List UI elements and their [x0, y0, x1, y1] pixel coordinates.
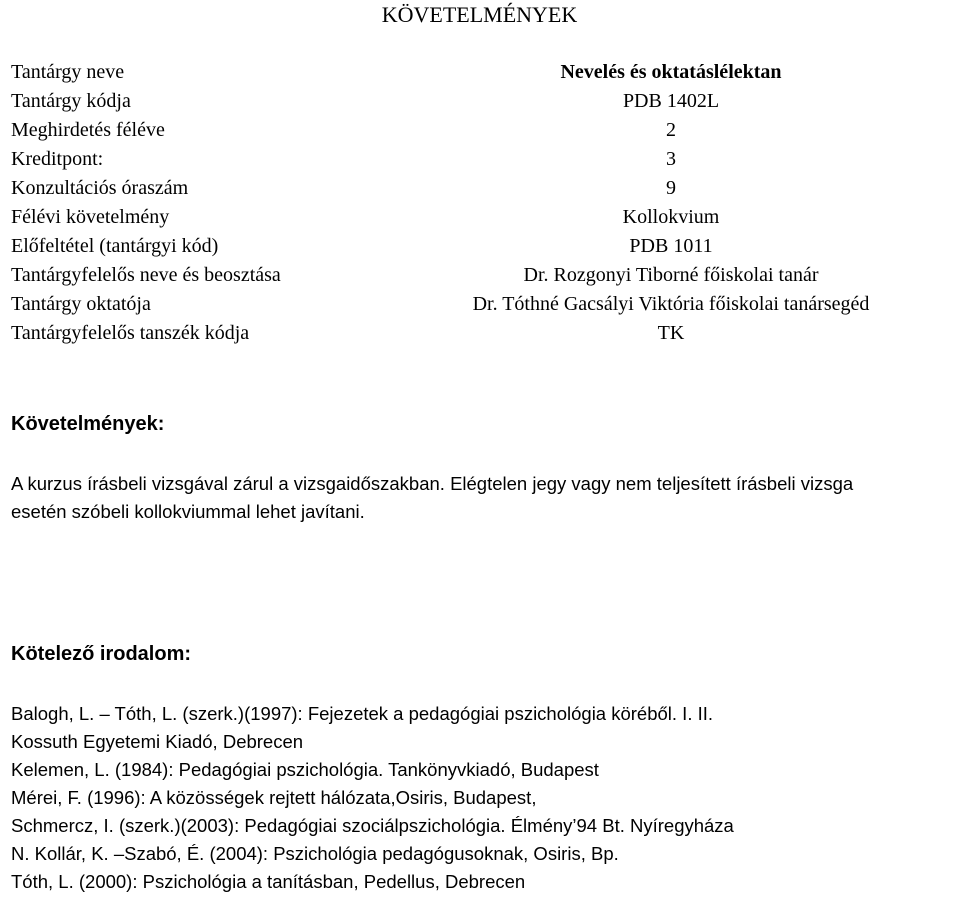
course-info-row	[11, 232, 956, 261]
course-info-row	[11, 116, 956, 145]
course-info-row	[11, 319, 956, 348]
row-label: Tantárgyfelelős tanszék kódja	[11, 322, 250, 344]
literature-item: Schmercz, I. (szerk.)(2003): Pedagógiai szociálpszichológia. Élmény’94 Bt. Nyíregyháza	[11, 815, 734, 836]
row-label: Tantárgy oktatója	[11, 293, 151, 315]
row-value: 9	[666, 177, 676, 199]
row-value: PDB 1402L	[622, 90, 720, 112]
requirements-text: A kurzus írásbeli vizsgával zárul a vizsgaidőszakban. Elégtelen jegy vagy nem teljesített írásbeli vizsga esetén szóbeli kollokviummal lehet javítani.	[11, 473, 854, 522]
literature-item: N. Kollár, K. –Szabó, É. (2004): Pszichológia pedagógusoknak, Osiris, Bp.	[11, 843, 619, 864]
course-info-row	[11, 174, 956, 203]
course-info-table	[11, 58, 956, 348]
row-label: Tantárgy kódja	[11, 90, 131, 112]
row-value: Nevelés és oktatáslélektan	[560, 61, 782, 83]
course-info-row	[11, 261, 956, 290]
row-label: Félévi követelmény	[11, 206, 170, 228]
literature-item: Kossuth Egyetemi Kiadó, Debrecen	[11, 731, 304, 752]
course-info-row	[11, 145, 956, 174]
literature-item: Kelemen, L. (1984): Pedagógiai pszichológia. Tankönyvkiadó, Budapest	[11, 759, 599, 780]
literature-item: Mérei, F. (1996): A közösségek rejtett hálózata,Osiris, Budapest,	[11, 787, 537, 808]
course-info-row	[11, 290, 956, 319]
literature-heading: Kötelező irodalom:	[11, 643, 192, 665]
row-label: Előfeltétel (tantárgyi kód)	[11, 235, 219, 257]
row-value: Dr. Rozgonyi Tiborné főiskolai tanár	[523, 264, 819, 286]
course-info-row	[11, 87, 956, 116]
page-title: KÖVETELMÉNYEK	[381, 2, 578, 27]
literature-list	[11, 700, 951, 896]
course-info-row	[11, 203, 956, 232]
row-value: 3	[666, 148, 676, 170]
literature-item: Balogh, L. – Tóth, L. (szerk.)(1997): Fejezetek a pedagógiai pszichológia köréből. I. II.	[11, 703, 714, 724]
row-value: TK	[657, 322, 685, 344]
row-value: Kollokvium	[622, 206, 720, 228]
literature-item: Tóth, L. (2000): Pszichológia a tanításban, Pedellus, Debrecen	[11, 871, 526, 892]
requirements-heading: Követelmények:	[11, 413, 165, 435]
row-label: Meghirdetés féléve	[11, 119, 165, 141]
row-value: 2	[666, 119, 676, 141]
row-value: PDB 1011	[629, 235, 713, 257]
row-label: Tantárgyfelelős neve és beosztása	[11, 264, 281, 286]
row-label: Tantárgy neve	[11, 61, 125, 83]
course-info-row	[11, 58, 956, 87]
row-value: Dr. Tóthné Gacsályi Viktória főiskolai tanársegéd	[472, 293, 870, 315]
row-label: Kreditpont:	[11, 148, 104, 170]
row-label: Konzultációs óraszám	[11, 177, 189, 199]
